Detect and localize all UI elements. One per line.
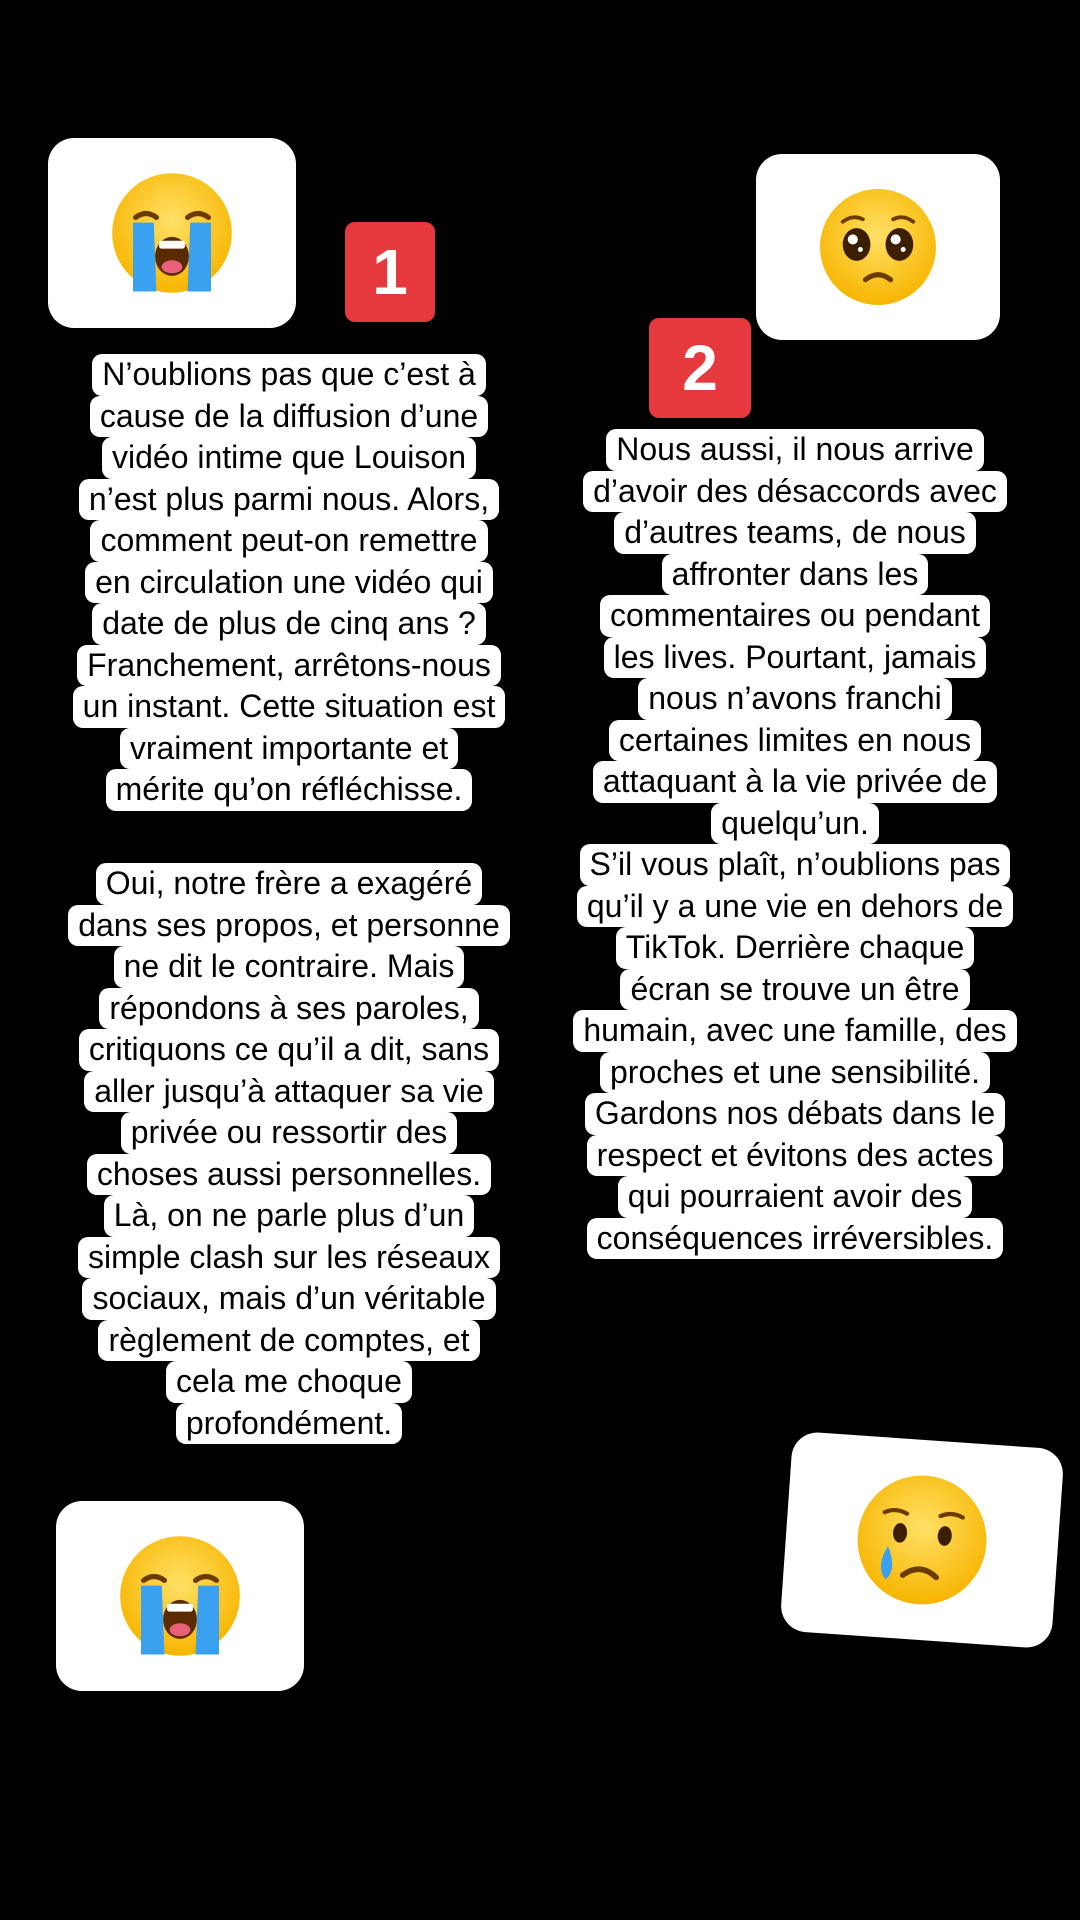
loudly-crying-face-icon [107, 168, 237, 298]
text-line: commentaires ou pendant [600, 595, 990, 637]
text-line: cela me choque [166, 1361, 412, 1403]
text-line: S’il vous plaît, n’oublions pas [580, 844, 1011, 886]
text-line: date de plus de cinq ans ? [92, 603, 486, 645]
text-line: règlement de comptes, et [98, 1320, 479, 1362]
text-line: en circulation une vidéo qui [85, 562, 493, 604]
text-line: comment peut-on remettre [90, 520, 487, 562]
text-line: mérite qu’on réfléchisse. [106, 769, 473, 811]
text-line: attaquant à la vie privée de [593, 761, 997, 803]
text-line: Gardons nos débats dans le [585, 1093, 1005, 1135]
text-line: vidéo intime que Louison [102, 437, 476, 479]
loudly-crying-face-icon [115, 1531, 245, 1661]
badge-number-one: 1 [345, 222, 435, 322]
text-line: Oui, notre frère a exagéré [96, 863, 482, 905]
text-line: humain, avec une famille, des [573, 1010, 1016, 1052]
pleading-face-icon [815, 184, 941, 310]
left-text-block-1 [34, 354, 544, 811]
badge-number-two: 2 [649, 318, 751, 418]
text-line: Franchement, arrêtons-nous [77, 645, 501, 687]
crying-face-icon [847, 1465, 996, 1614]
text-line: nous n’avons franchi [638, 678, 952, 720]
text-line: les lives. Pourtant, jamais [604, 637, 987, 679]
text-line: respect et évitons des actes [587, 1135, 1004, 1177]
text-line: affronter dans les [662, 554, 929, 596]
text-line: proches et une sensibilité. [600, 1052, 990, 1094]
text-line: privée ou ressortir des [121, 1112, 458, 1154]
text-line: répondons à ses paroles, [99, 988, 478, 1030]
text-line: ne dit le contraire. Mais [114, 946, 465, 988]
emoji-card-bottom-right [779, 1431, 1064, 1649]
text-line: aller jusqu’à attaquer sa vie [84, 1071, 494, 1113]
text-line: n’est plus parmi nous. Alors, [79, 479, 499, 521]
text-line: qui pourraient avoir des [618, 1176, 972, 1218]
text-line: d’avoir des désaccords avec [583, 471, 1007, 513]
text-line: cause de la diffusion d’une [90, 396, 488, 438]
emoji-card-top-right [756, 154, 1000, 340]
text-line: un instant. Cette situation est [73, 686, 506, 728]
right-text-block [535, 429, 1055, 1259]
text-line: Nous aussi, il nous arrive [606, 429, 983, 471]
text-line: dans ses propos, et personne [68, 905, 510, 947]
text-line: sociaux, mais d’un véritable [82, 1278, 495, 1320]
text-line: d’autres teams, de nous [614, 512, 976, 554]
emoji-card-top-left [48, 138, 296, 328]
text-line: certaines limites en nous [609, 720, 981, 762]
text-line: conséquences irréversibles. [587, 1218, 1004, 1260]
text-line: critiquons ce qu’il a dit, sans [79, 1029, 499, 1071]
left-text-block-2 [34, 863, 544, 1444]
text-line: TikTok. Derrière chaque [616, 927, 975, 969]
text-line: vraiment importante et [120, 728, 458, 770]
text-line: profondément. [176, 1403, 402, 1445]
text-line: N’oublions pas que c’est à [92, 354, 486, 396]
text-line: simple clash sur les réseaux [78, 1237, 500, 1279]
text-line: Là, on ne parle plus d’un [104, 1195, 474, 1237]
text-line: écran se trouve un être [620, 969, 969, 1011]
text-line: qu’il y a une vie en dehors de [577, 886, 1013, 928]
emoji-card-bottom-left [56, 1501, 304, 1691]
text-line: quelqu’un. [711, 803, 879, 845]
text-line: choses aussi personnelles. [87, 1154, 491, 1196]
